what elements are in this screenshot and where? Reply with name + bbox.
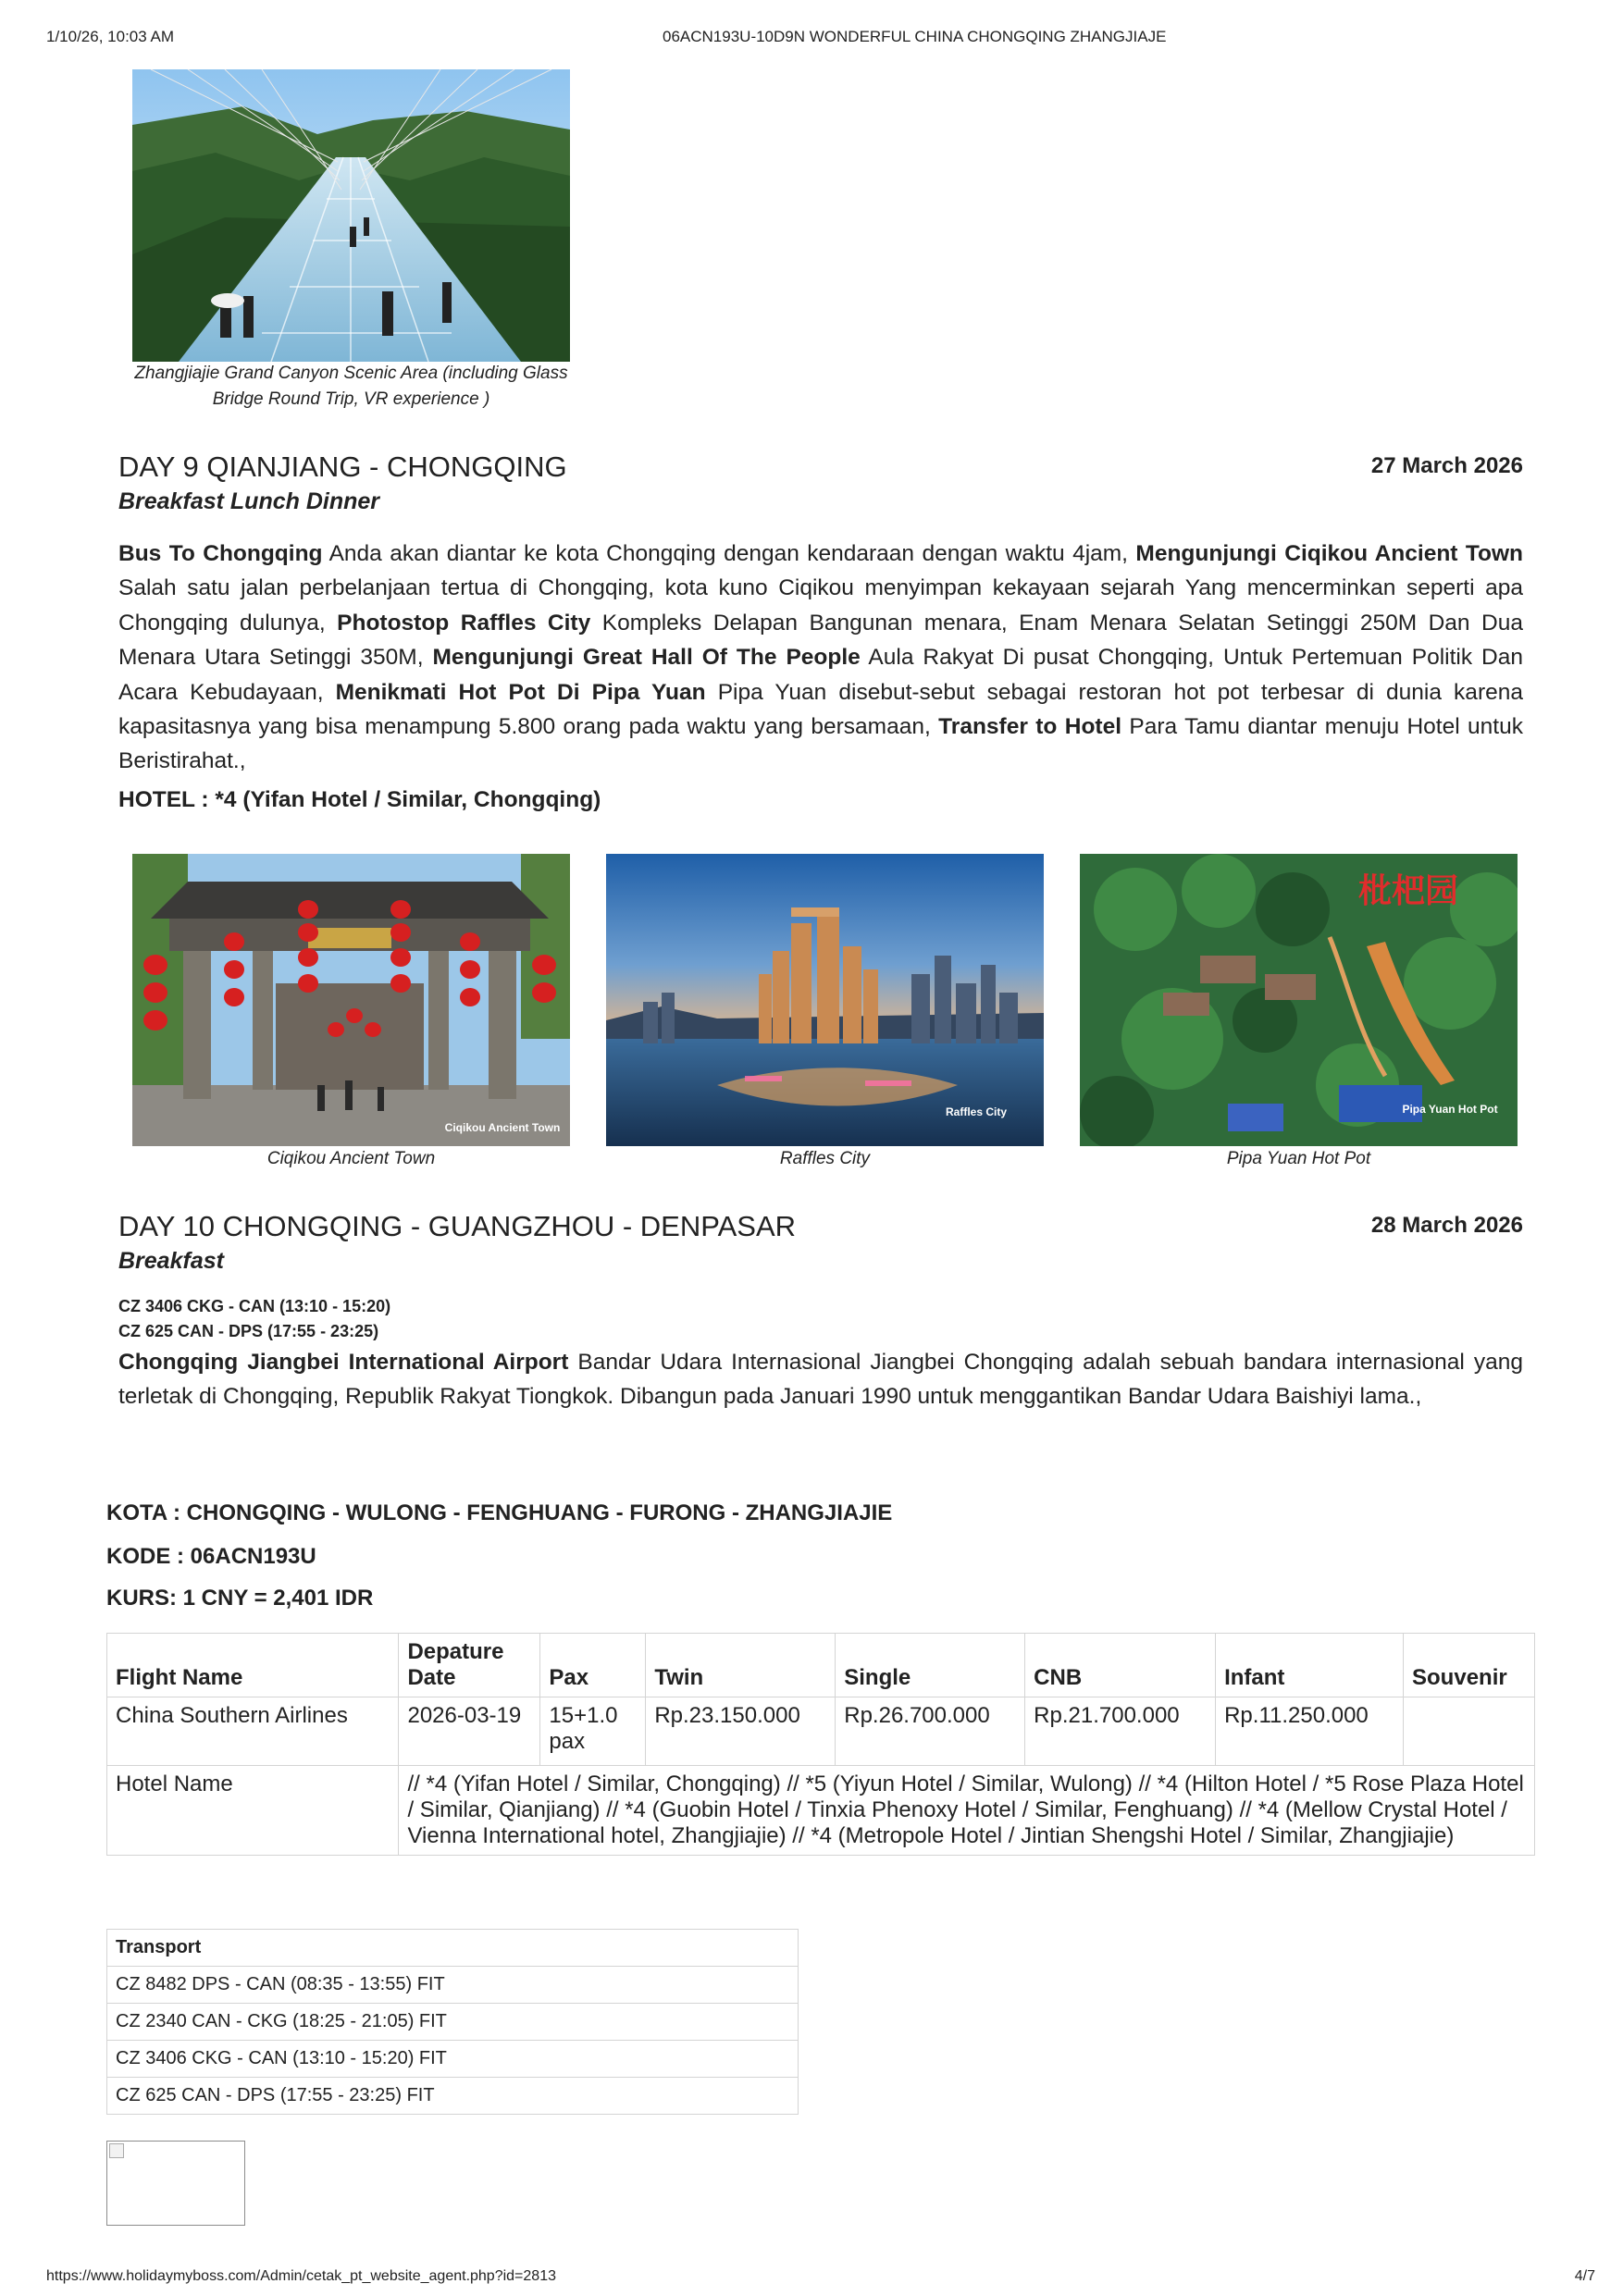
raffles-city-watermark: Raffles City — [945, 1105, 1008, 1118]
day9-text: Aula Rakyat Di pusat Chongqing, Untuk Pertemuan Politik Dan Acara Kebudayaan, — [118, 645, 1523, 705]
table-row — [107, 1967, 799, 2004]
ciqikou-caption: Ciqikou Ancient Town — [266, 1149, 436, 1168]
broken-image-icon — [109, 2143, 124, 2158]
col-header: Pax — [540, 1634, 646, 1697]
col-header: Infant — [1216, 1634, 1404, 1697]
price-table — [106, 1633, 1535, 1856]
day9-text: Kompleks Delapan Bangunan menara, Enam Menara Selatan Setinggi 250M Dan Dua Menara Utara Setinggi 350M, — [118, 610, 1523, 671]
raffles-city-photo — [606, 854, 1044, 1146]
price-table-header-row — [107, 1634, 1535, 1697]
single-price-cell: Rp.26.700.000 — [836, 1697, 1025, 1766]
page-number: 4/7 — [1574, 2268, 1595, 2284]
day10-flight: CZ 625 CAN - DPS (17:55 - 23:25) — [118, 1322, 379, 1340]
table-row — [107, 1697, 1535, 1766]
hotel-name-label: Hotel Name — [107, 1766, 399, 1856]
kode-line: KODE : 06ACN193U — [106, 1544, 316, 1569]
table-row — [107, 2041, 799, 2078]
col-header: Twin — [646, 1634, 836, 1697]
col-header: Single — [836, 1634, 1025, 1697]
hotel-name-value: // *4 (Yifan Hotel / Similar, Chongqing) // *5 (Yiyun Hotel / Similar, Wulong) // *4 (Hilton Hotel / *5 Rose Plaza Hotel / Similar, Qianjiang) // *4 (Guobin Hotel / Tinxia Phenoxy Hotel / Similar, Fenghuang) // *4 (Mellow Crystal Hotel / Vienna International hotel, Zhangjiajie) // *4 (Metropole Hotel / Jintian Shengshi Hotel / Similar, Zhangjiajie) — [399, 1766, 1535, 1856]
day9-highlight: Menikmati Hot Pot Di Pipa Yuan — [335, 679, 706, 705]
table-row — [107, 1766, 1535, 1856]
transport-flight: CZ 2340 CAN - CKG (18:25 - 21:05) FIT — [107, 2004, 799, 2041]
twin-price-cell: Rp.23.150.000 — [646, 1697, 836, 1766]
pipa-yuan-photo — [1080, 854, 1518, 1146]
raffles-city-caption: Raffles City — [779, 1149, 871, 1168]
page-url: https://www.holidaymyboss.com/Admin/cetak_pt_website_agent.php?id=2813 — [46, 2268, 556, 2284]
day10-flight: CZ 3406 CKG - CAN (13:10 - 15:20) — [118, 1297, 391, 1315]
table-row — [107, 2078, 799, 2115]
day9-highlight: Transfer to Hotel — [938, 714, 1122, 740]
col-header: CNB — [1025, 1634, 1216, 1697]
pipa-yuan-sign: 枇杷园 — [1357, 872, 1459, 910]
day9-highlight: Bus To Chongqing — [118, 541, 323, 566]
ciqikou-watermark: Ciqikou Ancient Town — [444, 1121, 561, 1134]
kurs-line: KURS: 1 CNY = 2,401 IDR — [106, 1586, 374, 1611]
document-title: 06ACN193U-10D9N WONDERFUL CHINA CHONGQING ZHANGJIAJE — [663, 28, 1167, 45]
print-datetime: 1/10/26, 10:03 AM — [46, 28, 174, 45]
day9-text: Para Tamu diantar menuju Hotel untuk Beristirahat., — [118, 714, 1523, 774]
day9-highlight: Photostop Raffles City — [337, 610, 591, 636]
day10-text: Bandar Udara Internasional Jiangbei Chongqing adalah sebuah bandara internasional yang terletak di Chongqing, Republik Rakyat Tiongkok. Dibangun pada Januari 1990 untuk menggantikan Bandar Udara Baishiyi lama., — [118, 1350, 1523, 1410]
souvenir-cell — [1404, 1697, 1535, 1766]
transport-header-row — [107, 1930, 799, 1967]
col-header: Depature Date — [399, 1634, 540, 1697]
flight-name-cell: China Southern Airlines — [107, 1697, 399, 1766]
transport-flight: CZ 8482 DPS - CAN (08:35 - 13:55) FIT — [107, 1967, 799, 2004]
day10-title: DAY 10 CHONGQING - GUANGZHOU - DENPASAR — [118, 1210, 797, 1242]
transport-table — [106, 1929, 799, 2115]
day10-date: 28 March 2026 — [1370, 1213, 1523, 1238]
table-row — [107, 2004, 799, 2041]
infant-price-cell: Rp.11.250.000 — [1216, 1697, 1404, 1766]
glass-bridge-caption: Zhangjiajie Grand Canyon Scenic Area (including Glass Bridge Round Trip, VR experience ) — [134, 364, 568, 409]
pipa-yuan-caption: Pipa Yuan Hot Pot — [1226, 1149, 1371, 1168]
day10-description — [118, 1345, 1523, 1414]
day9-meals: Breakfast Lunch Dinner — [118, 488, 380, 514]
day9-date: 27 March 2026 — [1370, 453, 1523, 478]
transport-header: Transport — [107, 1930, 799, 1967]
broken-image-placeholder — [106, 2141, 245, 2226]
transport-flight: CZ 3406 CKG - CAN (13:10 - 15:20) FIT — [107, 2041, 799, 2078]
col-header: Souvenir — [1404, 1634, 1535, 1697]
day9-text: Anda akan diantar ke kota Chongqing dengan kendaraan dengan waktu 4jam, — [322, 541, 1136, 566]
day9-hotel: HOTEL : *4 (Yifan Hotel / Similar, Chongqing) — [118, 787, 601, 812]
day9-highlight: Mengunjungi Great Hall Of The People — [432, 645, 861, 671]
departure-date-cell: 2026-03-19 — [399, 1697, 540, 1766]
day10-highlight: Chongqing Jiangbei International Airport — [118, 1350, 569, 1375]
day9-text: Salah satu jalan perbelanjaan tertua di Chongqing, kota kuno Ciqikou menyimpan kekayaan sejarah Yang mencerminkan seperti apa Chongqing dulunya, — [118, 575, 1523, 636]
kota-line: KOTA : CHONGQING - WULONG - FENGHUANG - FURONG - ZHANGJIAJIE — [106, 1500, 893, 1525]
transport-flight: CZ 625 CAN - DPS (17:55 - 23:25) FIT — [107, 2078, 799, 2115]
ciqikou-photo — [132, 854, 570, 1146]
day9-description — [118, 537, 1523, 779]
pax-cell: 15+1.0 pax — [540, 1697, 646, 1766]
day9-text: Pipa Yuan disebut-sebut sebagai restoran hot pot terbesar di dunia karena kapasitasnya yang bisa menampung 5.800 orang pada waktu yang bersamaan, — [118, 679, 1523, 740]
day9-highlight: Mengunjungi Ciqikou Ancient Town — [1135, 541, 1523, 566]
day10-meals: Breakfast — [118, 1248, 224, 1274]
glass-bridge-photo — [132, 69, 570, 362]
col-header: Flight Name — [107, 1634, 399, 1697]
day9-title: DAY 9 QIANJIANG - CHONGQING — [118, 451, 567, 483]
pipa-yuan-watermark: Pipa Yuan Hot Pot — [1402, 1103, 1498, 1116]
cnb-price-cell: Rp.21.700.000 — [1025, 1697, 1216, 1766]
